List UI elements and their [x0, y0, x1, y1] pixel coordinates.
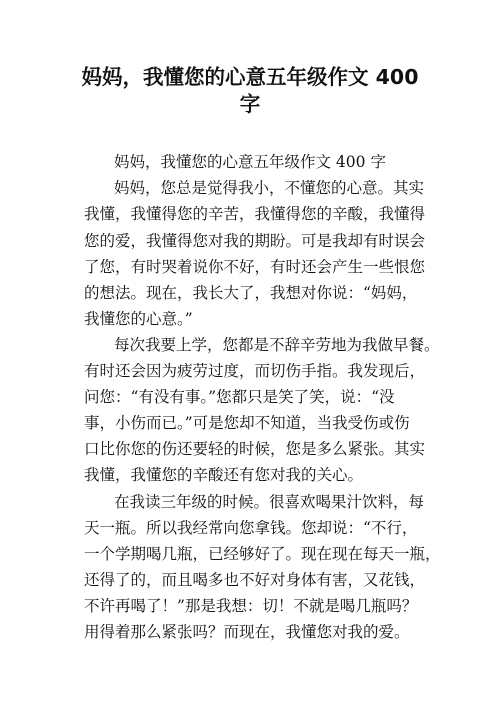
document-title-line-1: 妈妈，我懂您的心意五年级作文 400 — [81, 65, 419, 89]
paragraph-1-line-3: 您的爱，我懂得您对我的期盼。可是我却有时误会 — [84, 232, 426, 250]
document-title-line-2: 字 — [239, 92, 261, 116]
subtitle-line: 妈妈，我懂您的心意五年级作文 400 字 — [114, 153, 386, 171]
paragraph-1-line-6: 我懂您的心意。” — [84, 310, 193, 328]
paragraph-2-line-5: 口比你您的伤还要轻的时候，您是多么紧张。其实 — [84, 440, 426, 458]
paragraph-2-line-2: 有时还会因为疲劳过度，而切伤手指。我发现后， — [84, 362, 426, 380]
paragraph-3-line-4: 还得了的，而且喝多也不好对身体有害，又花钱， — [84, 571, 426, 589]
paragraph-3-line-6: 用得着那么紧张吗？而现在，我懂您对我的爱。 — [84, 623, 410, 641]
paragraph-1-line-5: 的想法。现在，我长大了，我想对你说：“妈妈， — [84, 284, 418, 302]
paragraph-3-line-5: 不许再喝了！”那是我想：切！不就是喝几瓶吗？ — [84, 597, 418, 615]
paragraph-3-line-3: 一个学期喝几瓶，已经够好了。现在现在每天一瓶， — [84, 545, 441, 563]
paragraph-3-line-1: 在我读三年级的时候。很喜欢喝果汁饮料，每 — [114, 493, 425, 511]
paragraph-2-line-3: 问您：“有没有事。”您都只是笑了笑，说：“没 — [84, 388, 395, 406]
paragraph-1-line-2: 我懂，我懂得您的辛苦，我懂得您的辛酸，我懂得 — [84, 205, 426, 223]
paragraph-2-line-1: 每次我要上学，您都是不辞辛劳地为我做早餐。 — [114, 336, 440, 354]
paragraph-3-line-2: 天一瓶。所以我经常向您拿钱。您却说：“不行， — [84, 519, 418, 537]
paragraph-2-line-4: 事，小伤而已。”可是您却不知道，当我受伤或伤 — [84, 414, 410, 432]
paragraph-2-line-6: 我懂，我懂您的辛酸还有您对我的关心。 — [84, 466, 364, 484]
paragraph-1-line-4: 了您，有时哭着说你不好，有时还会产生一些恨您 — [84, 258, 426, 276]
paragraph-1-line-1: 妈妈，您总是觉得我小，不懂您的心意。其实 — [114, 179, 425, 197]
